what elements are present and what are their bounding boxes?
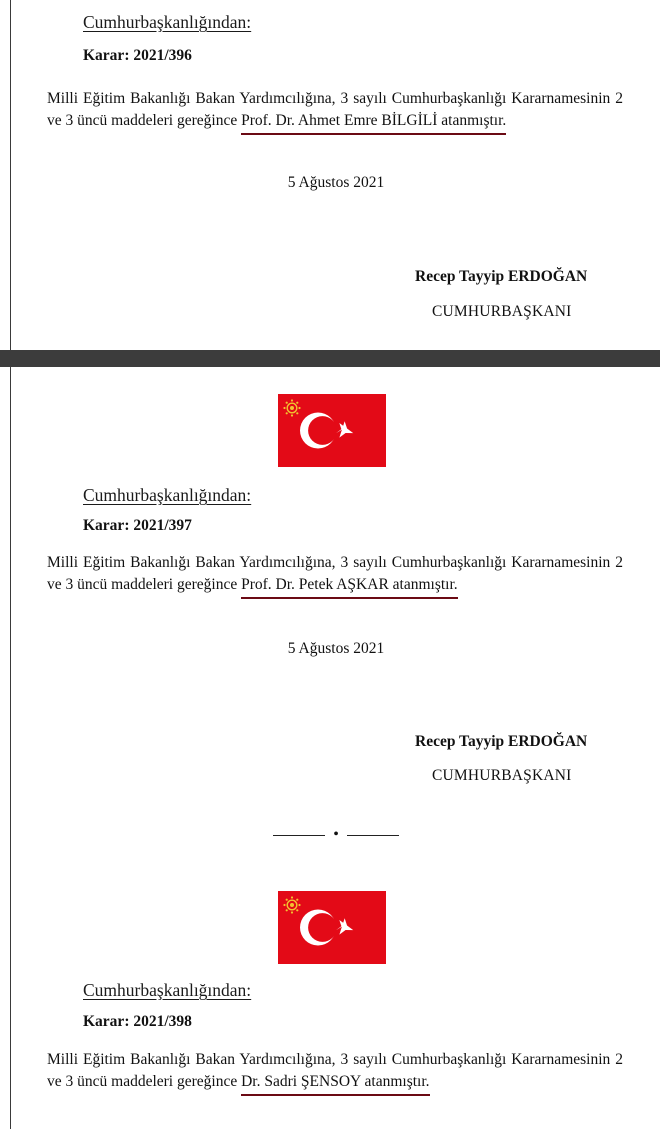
appointee-name: Prof. Dr. Petek AŞKAR atanmıştır. — [241, 574, 458, 599]
decree-body-text: Milli Eğitim Bakanlığı Bakan Yardımcılığına, 3 sayılı Cumhurbaşkanlığı Kararnamesinin 2 ve 3 üncü maddeleri gereğince — [47, 554, 623, 593]
decree-body — [47, 88, 623, 135]
signer-name: Recep Tayyip ERDOĞAN — [415, 268, 588, 285]
decree-heading: Cumhurbaşkanlığından: — [83, 12, 252, 32]
page-gap — [0, 350, 660, 367]
separator-dash — [347, 835, 399, 836]
decree-body — [47, 552, 623, 599]
appointee-name: Prof. Dr. Ahmet Emre BİLGİLİ atanmıştır. — [241, 110, 506, 135]
decree-number: Karar: 2021/396 — [83, 47, 192, 64]
decree-date: 5 Ağustos 2021 — [287, 174, 385, 191]
document-page-1 — [10, 0, 660, 350]
signer-title: CUMHURBAŞKANI — [432, 303, 572, 320]
signer-title: CUMHURBAŞKANI — [432, 767, 572, 784]
decree-heading: Cumhurbaşkanlığından: — [83, 980, 252, 1000]
decree-body — [47, 1049, 623, 1096]
decree-number: Karar: 2021/397 — [83, 517, 192, 534]
decree-heading: Cumhurbaşkanlığından: — [83, 485, 252, 505]
decree-date: 5 Ağustos 2021 — [287, 640, 385, 657]
signer-name: Recep Tayyip ERDOĞAN — [415, 733, 588, 750]
separator-dot: • — [333, 826, 339, 844]
appointee-name: Dr. Sadri ŞENSOY atanmıştır. — [241, 1071, 429, 1096]
decree-body-text: Milli Eğitim Bakanlığı Bakan Yardımcılığına, 3 sayılı Cumhurbaşkanlığı Kararnamesinin 2 ve 3 üncü maddeleri gereğince — [47, 1051, 623, 1090]
separator-dash — [273, 835, 325, 836]
document-page-2 — [10, 367, 660, 1129]
turkish-presidential-flag-icon — [278, 891, 386, 964]
turkish-presidential-flag-icon — [278, 394, 386, 467]
decree-number: Karar: 2021/398 — [83, 1013, 192, 1030]
decree-body-text: Milli Eğitim Bakanlığı Bakan Yardımcılığına, 3 sayılı Cumhurbaşkanlığı Kararnamesinin 2 ve 3 üncü maddeleri gereğince — [47, 90, 623, 129]
section-separator — [11, 826, 660, 844]
